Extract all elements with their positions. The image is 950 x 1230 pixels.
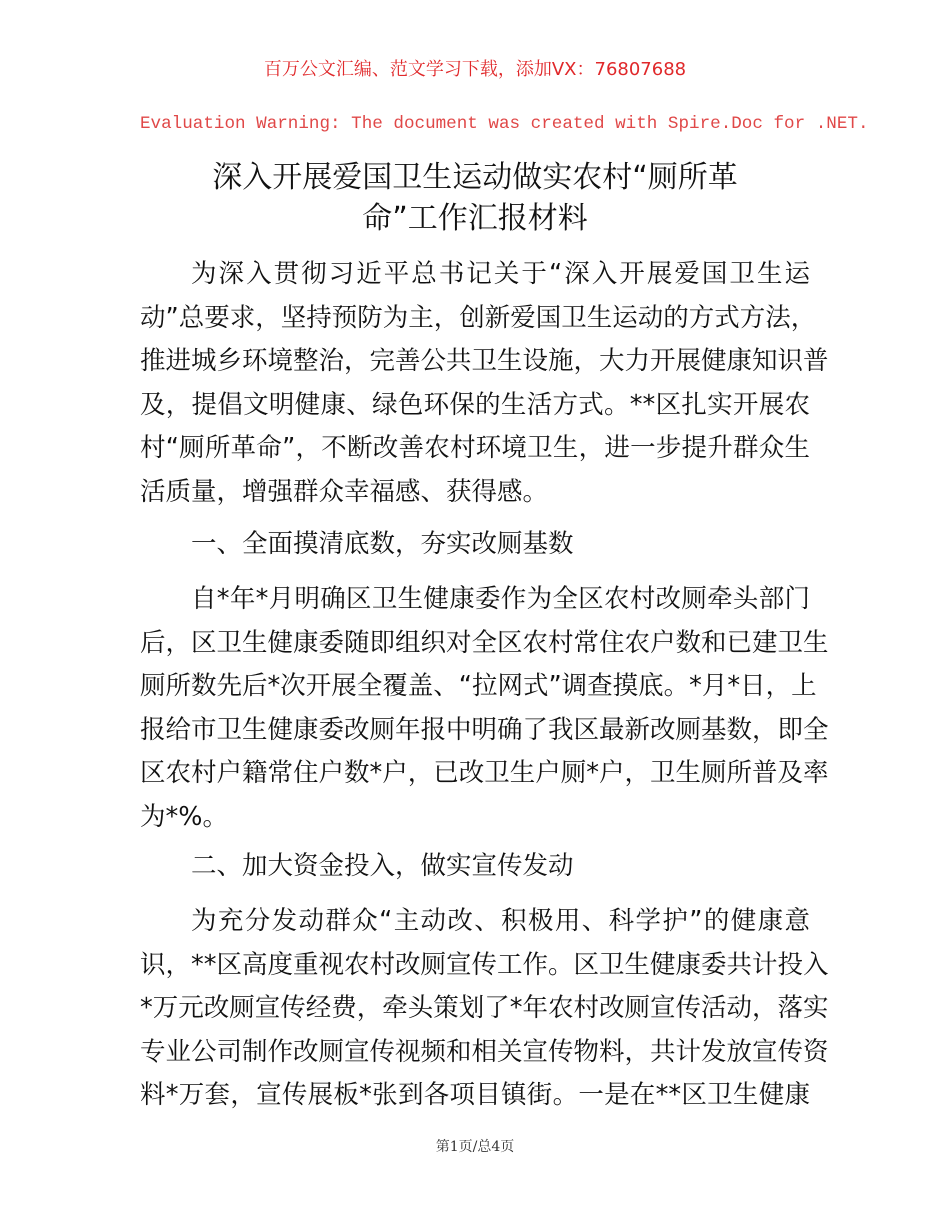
title-line: 深入开展爱国卫生运动做实农村“厕所革	[212, 160, 738, 195]
text-line: 自*年*月明确区卫生健康委作为全区农村改厕牵头部门	[191, 584, 810, 614]
text-line: *万元改厕宣传经费，牵头策划了*年农村改厕宣传活动，落实	[140, 993, 829, 1024]
section-heading-1	[140, 523, 810, 567]
paragraph-section-1	[140, 578, 829, 840]
text-line: 为充分发动群众“主动改、积极用、科学护”的健康意	[191, 906, 810, 936]
text-line: 区农村户籍常住户数*户，已改卫生户厕*户，卫生厕所普及率	[140, 758, 829, 789]
paragraph-intro	[140, 253, 829, 515]
text-line: 村“厕所革命”，不断改善农村环境卫生，进一步提升群众生	[140, 433, 810, 464]
text-line: 报给市卫生健康委改厕年报中明确了我区最新改厕基数，即全	[140, 714, 829, 745]
evaluation-warning: Evaluation Warning: The document was created with Spire.Doc for .NET.	[140, 114, 869, 134]
section-heading-2	[140, 845, 810, 889]
text-line: 推进城乡环境整治，完善公共卫生设施，大力开展健康知识普	[140, 346, 829, 377]
paragraph-section-2	[140, 900, 829, 1118]
text-line: 及，提倡文明健康、绿色环保的生活方式。**区扎实开展农	[140, 389, 810, 420]
text-line: 为*%。	[140, 801, 228, 832]
heading-text: 二、加大资金投入，做实宣传发动	[191, 851, 574, 881]
text-line: 后，区卫生健康委随即组织对全区农村常住农户数和已建卫生	[140, 627, 829, 658]
title-line: 命”工作汇报材料	[362, 201, 588, 236]
heading-text: 一、全面摸清底数，夯实改厕基数	[191, 529, 574, 559]
text-line: 料*万套，宣传展板*张到各项目镇街。一是在**区卫生健康	[140, 1080, 810, 1111]
text-line: 专业公司制作改厕宣传视频和相关宣传物料，共计发放宣传资	[140, 1036, 829, 1067]
text-line: 活质量，增强群众幸福感、获得感。	[140, 476, 549, 507]
page-number-footer: 第1页/总4页	[435, 1139, 515, 1155]
text-line: 厕所数先后*次开展全覆盖、“拉网式”调查摸底。*月*日，上	[140, 671, 817, 702]
document-title	[140, 157, 810, 239]
text-line: 为深入贯彻习近平总书记关于“深入开展爱国卫生运	[191, 259, 810, 289]
header-banner: 百万公文汇编、范文学习下载，添加VX：76807688	[263, 59, 687, 80]
text-line: 识，**区高度重视农村改厕宣传工作。区卫生健康委共计投入	[140, 949, 829, 980]
text-line: 动”总要求，坚持预防为主，创新爱国卫生运动的方式方法，	[140, 302, 817, 333]
